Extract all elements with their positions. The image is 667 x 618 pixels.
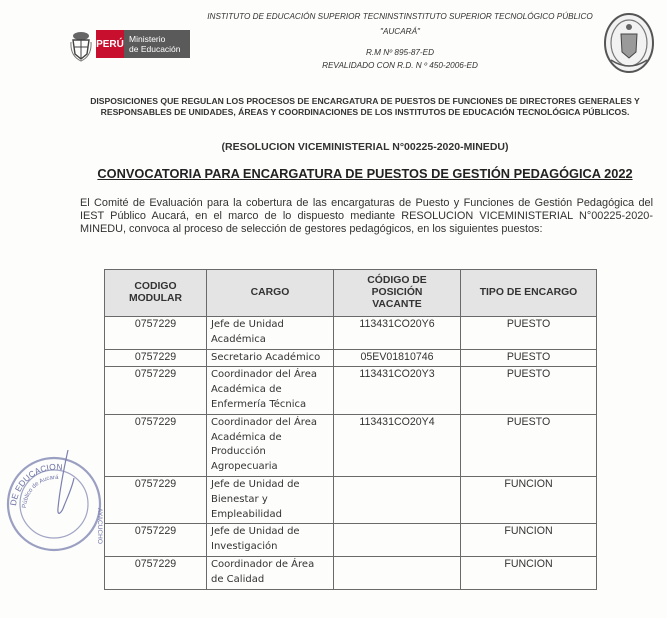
cell-tipo: FUNCION — [461, 524, 597, 557]
cell-cargo: Secretario Académico — [207, 349, 334, 367]
cell-codigo: 0757229 — [105, 317, 207, 350]
table-row — [105, 349, 597, 367]
table-row — [105, 367, 597, 414]
table-row — [105, 317, 597, 350]
institute-line: INSTITUTO DE EDUCACIÓN SUPERIOR TECNINSTINSTITUTO SUPERIOR TECNOLÓGICO PÚBLICO — [207, 12, 593, 21]
ministry-logo — [124, 30, 190, 58]
intro-paragraph: El Comité de Evaluación para la cobertura de las encargaturas de Puesto y Funciones de Gestión Pedagógica del IEST Público Aucará, en el marco de lo dispuesto mediante RESOLUCION VICEMINISTERIAL N°00225-2020-MINEDU, convoca al proceso de selección de gestores pedagógicos, en los siguientes puestos: — [80, 197, 653, 236]
stamp-text-mid: Público de Aucará — [21, 474, 59, 509]
table-row — [105, 414, 597, 476]
official-stamp — [2, 448, 108, 556]
cell-tipo: PUESTO — [461, 414, 597, 476]
ministry-line-2: de Educación — [129, 44, 181, 54]
stamp-text-top: DE EDUCACION — [7, 461, 63, 507]
cell-cargo: Coordinador del Área Académica de Producción Agropecuaria — [207, 414, 334, 476]
cell-posicion: 113431CO20Y4 — [334, 414, 461, 476]
cell-posicion — [334, 556, 461, 589]
header-cargo: CARGO — [207, 270, 334, 317]
cell-posicion — [334, 524, 461, 557]
header-tipo-encargo: TIPO DE ENCARGO — [461, 270, 597, 317]
header-codigo-posicion: CÓDIGO DE POSICIÓN VACANTE — [334, 270, 461, 317]
cell-cargo: Coordinador del Área Académica de Enfermería Técnica — [207, 367, 334, 414]
convocatoria-title: CONVOCATORIA PARA ENCARGATURA DE PUESTOS DE GESTIÓN PEDAGÓGICA 2022 — [97, 166, 633, 181]
stamp-text-right: AYACUCHO — [96, 508, 103, 544]
cell-codigo: 0757229 — [105, 367, 207, 414]
cell-cargo: Jefe de Unidad de Investigación — [207, 524, 334, 557]
resolution-heading: (RESOLUCION VICEMINISTERIAL N°00225-2020-MINEDU) — [221, 141, 509, 153]
institute-name: "AUCARÁ" — [380, 27, 420, 36]
dispositions-heading: DISPOSICIONES QUE REGULAN LOS PROCESOS DE ENCARGATURA DE PUESTOS DE FUNCIONES DE DIRECTORES GENERALES Y RESPONSABLES DE UNIDADES, ÁREAS Y COORDINACIONES DE LOS INSTITUTOS DE EDUCACIÓN TECNOLÓGICA PÚBLICOS. — [90, 96, 640, 117]
table-row — [105, 524, 597, 557]
cell-tipo: PUESTO — [461, 349, 597, 367]
cell-posicion — [334, 476, 461, 523]
peru-logo — [96, 30, 124, 58]
revalidado-line: REVALIDADO CON R.D. N º 450-2006-ED — [322, 61, 478, 70]
cell-cargo: Jefe de Unidad Académica — [207, 317, 334, 350]
header-codigo-modular: CODIGO MODULAR — [105, 270, 207, 317]
cell-cargo: Coordinador de Área de Calidad — [207, 556, 334, 589]
cell-tipo: FUNCION — [461, 556, 597, 589]
rm-number: R.M Nº 895-87-ED — [365, 48, 435, 57]
cell-codigo: 0757229 — [105, 556, 207, 589]
positions-table — [104, 269, 597, 590]
table-row — [105, 556, 597, 589]
table-row — [105, 476, 597, 523]
institute-seal-icon — [603, 12, 655, 74]
table-header-row — [105, 270, 597, 317]
country-label: PERÚ — [96, 38, 124, 50]
cell-codigo: 0757229 — [105, 524, 207, 557]
cell-posicion: 05EV01810746 — [334, 349, 461, 367]
cell-tipo: PUESTO — [461, 317, 597, 350]
cell-posicion: 113431CO20Y6 — [334, 317, 461, 350]
cell-tipo: PUESTO — [461, 367, 597, 414]
cell-tipo: FUNCION — [461, 476, 597, 523]
ministry-line-1: Ministerio — [129, 34, 166, 44]
cell-cargo: Jefe de Unidad de Bienestar y Empleabilidad — [207, 476, 334, 523]
cell-posicion: 113431CO20Y3 — [334, 367, 461, 414]
cell-codigo: 0757229 — [105, 476, 207, 523]
cell-codigo: 0757229 — [105, 349, 207, 367]
peru-coat-of-arms-icon — [70, 28, 92, 62]
cell-codigo: 0757229 — [105, 414, 207, 476]
